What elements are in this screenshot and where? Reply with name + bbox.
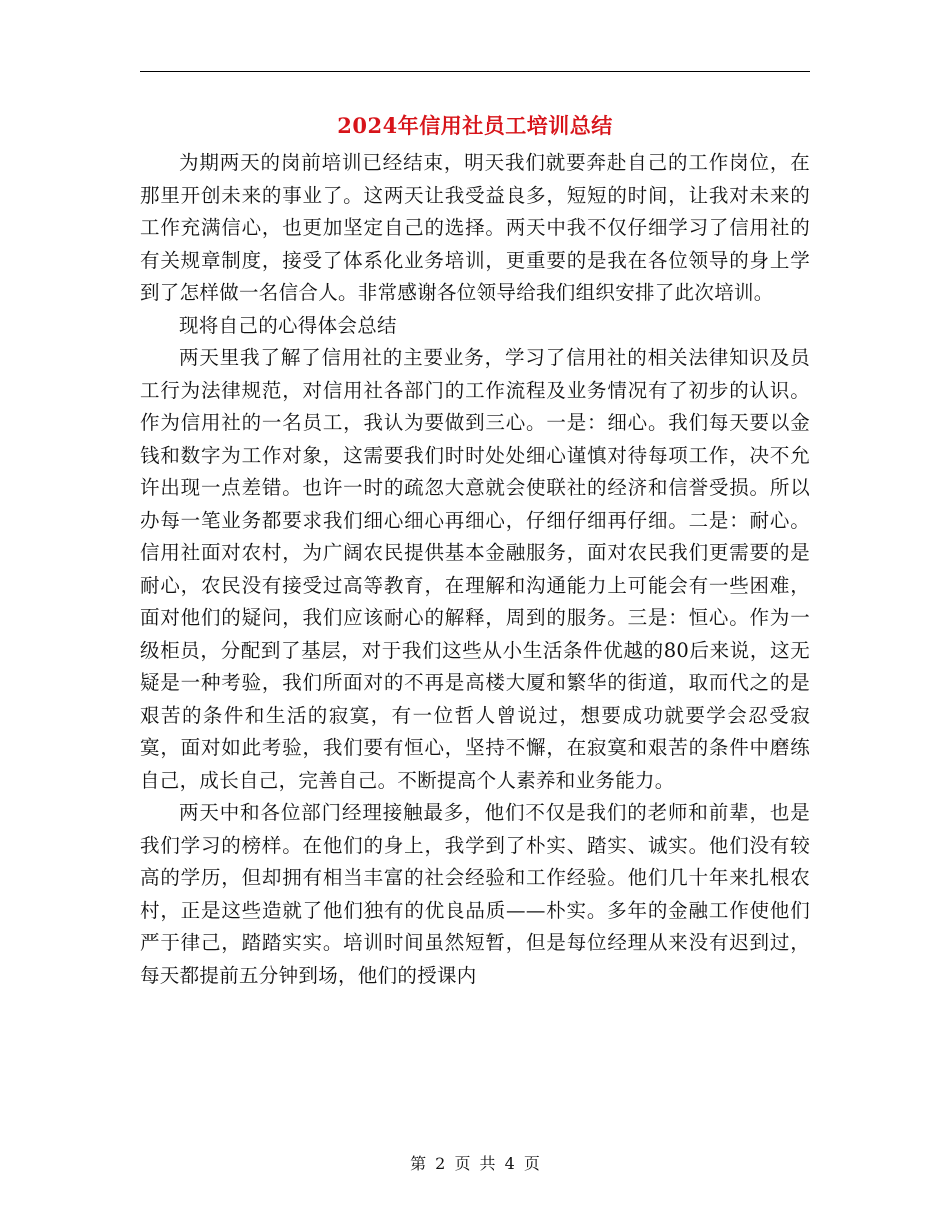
paragraph-intro: 为期两天的岗前培训已经结束，明天我们就要奔赴自己的工作岗位，在那里开创未来的事业了。这两天让我受益良多，短短的时间，让我对未来的工作充满信心，也更加坚定自己的选择。两天中我不仅仔细学习了信用社的有关规章制度，接受了体系化业务培训，更重要的是我在各位领导的身上学到了怎样做一名信合人。非常感谢各位领导给我们组织安排了此次培训。 <box>140 151 810 304</box>
header-rule <box>140 71 810 72</box>
page-number-footer: 第 2 页 共 4 页 <box>410 1154 540 1173</box>
document-title: 2024年信用社员工培训总结 <box>337 113 613 138</box>
document-body <box>140 147 810 992</box>
paragraph-three-hearts: 两天里我了解了信用社的主要业务，学习了信用社的相关法律知识及员工行为法律规范，对信用社各部门的工作流程及业务情况有了初步的认识。作为信用社的一名员工，我认为要做到三心。一是：细心。我们每天要以金钱和数字为工作对象，这需要我们时时处处细心谨慎对待每项工作，决不允许出现一点差错。也许一时的疏忽大意就会使联社的经济和信誉受损。所以办每一笔业务都要求我们细心细心再细心，仔细仔细再仔细。二是：耐心。信用社面对农村，为广阔农民提供基本金融服务，面对农民我们更需要的是耐心，农民没有接受过高等教育，在理解和沟通能力上可能会有一些困难，面对他们的疑问，我们应该耐心的解释，周到的服务。三是：恒心。作为一级柜员，分配到了基层，对于我们这些从小生活条件优越的80后来说，这无疑是一种考验，我们所面对的不再是高楼大厦和繁华的街道，取而代之的是艰苦的条件和生活的寂寞，有一位哲人曾说过，想要成功就要学会忍受寂寞，面对如此考验，我们要有恒心，坚持不懈，在寂寞和艰苦的条件中磨练自己，成长自己，完善自己。不断提高个人素养和业务能力。 <box>140 346 810 792</box>
paragraph-summary-heading: 现将自己的心得体会总结 <box>179 313 397 337</box>
paragraph-managers: 两天中和各位部门经理接触最多，他们不仅是我们的老师和前辈，也是我们学习的榜样。在他们的身上，我学到了朴实、踏实、诚实。他们没有较高的学历，但却拥有相当丰富的社会经验和工作经验。他们几十年来扎根农村，正是这些造就了他们独有的优良品质——朴实。多年的金融工作使他们严于律己，踏踏实实。培训时间虽然短暂，但是每位经理从来没有迟到过，每天都提前五分钟到场，他们的授课内 <box>140 801 810 987</box>
